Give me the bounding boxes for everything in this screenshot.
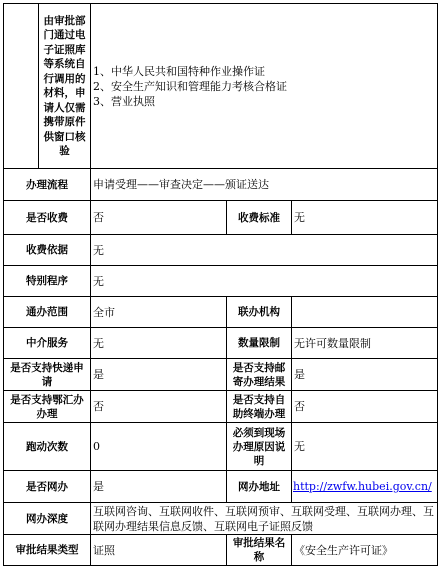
material-item: 3、营业执照 xyxy=(93,94,155,108)
intermediary-value: 无 xyxy=(91,328,227,359)
joint-agency-value xyxy=(292,297,438,328)
fee-value: 否 xyxy=(91,201,227,235)
process-label: 办理流程 xyxy=(4,169,91,201)
quantity-limit-value: 无许可数量限制 xyxy=(292,328,438,359)
process-row xyxy=(4,169,438,201)
special-row xyxy=(4,266,438,297)
fee-standard-value: 无 xyxy=(292,201,438,235)
online-row xyxy=(4,471,438,503)
mail-result-label: 是否支持邮寄办理结果 xyxy=(227,359,292,391)
visits-label: 跑动次数 xyxy=(4,423,91,471)
intermediary-row xyxy=(4,328,438,359)
materials-list xyxy=(91,4,438,169)
result-name-label: 审批结果名称 xyxy=(227,535,292,566)
express-label: 是否支持快递申请 xyxy=(4,359,91,391)
express-value: 是 xyxy=(91,359,227,391)
online-url-label: 网办地址 xyxy=(227,471,292,503)
depth-label: 网办深度 xyxy=(4,503,91,535)
visits-row xyxy=(4,423,438,471)
online-url-cell xyxy=(292,471,438,503)
result-row xyxy=(4,535,438,566)
kiosk-label: 是否支持自助终端办理 xyxy=(227,391,292,423)
material-item: 1、中华人民共和国特种作业操作证 xyxy=(93,64,265,78)
kiosk-value: 否 xyxy=(292,391,438,423)
visits-value: 0 xyxy=(91,423,227,471)
depth-row xyxy=(4,503,438,535)
service-info-table xyxy=(3,3,438,566)
intermediary-label: 中介服务 xyxy=(4,328,91,359)
ehui-label: 是否支持鄂汇办办理 xyxy=(4,391,91,423)
fee-standard-label: 收费标准 xyxy=(227,201,292,235)
scope-value: 全市 xyxy=(91,297,227,328)
fee-basis-value: 无 xyxy=(91,235,438,266)
fee-basis-label: 收费依据 xyxy=(4,235,91,266)
scope-label: 通办范围 xyxy=(4,297,91,328)
materials-left-cell xyxy=(4,4,39,169)
special-value: 无 xyxy=(91,266,438,297)
process-value: 申请受理——审查决定——颁证送达 xyxy=(91,169,438,201)
scope-row xyxy=(4,297,438,328)
online-url-link[interactable]: http://zwfw.hubei.gov.cn/ xyxy=(293,480,432,493)
ehui-value: 否 xyxy=(91,391,227,423)
onsite-reason-label: 必须到现场办理原因说明 xyxy=(227,423,292,471)
mail-result-value: 是 xyxy=(292,359,438,391)
special-label: 特别程序 xyxy=(4,266,91,297)
materials-label: 由审批部门通过电子证照库等系统自行调用的材料，申请人仅需携带原件供窗口核验 xyxy=(39,4,91,169)
fee-label: 是否收费 xyxy=(4,201,91,235)
online-value: 是 xyxy=(91,471,227,503)
fee-row xyxy=(4,201,438,235)
online-label: 是否网办 xyxy=(4,471,91,503)
joint-agency-label: 联办机构 xyxy=(227,297,292,328)
onsite-reason-value: 无 xyxy=(292,423,438,471)
fee-basis-row xyxy=(4,235,438,266)
result-type-label: 审批结果类型 xyxy=(4,535,91,566)
material-item: 2、安全生产知识和管理能力考核合格证 xyxy=(93,79,287,93)
result-name-value: 《安全生产许可证》 xyxy=(292,535,438,566)
express-row xyxy=(4,359,438,391)
materials-row xyxy=(4,4,438,169)
depth-value: 互联网咨询、互联网收件、互联网预审、互联网受理、互联网办理、互联网办理结果信息反馈、互联网电子证照反馈 xyxy=(91,503,438,535)
quantity-limit-label: 数量限制 xyxy=(227,328,292,359)
result-type-value: 证照 xyxy=(91,535,227,566)
ehui-row xyxy=(4,391,438,423)
